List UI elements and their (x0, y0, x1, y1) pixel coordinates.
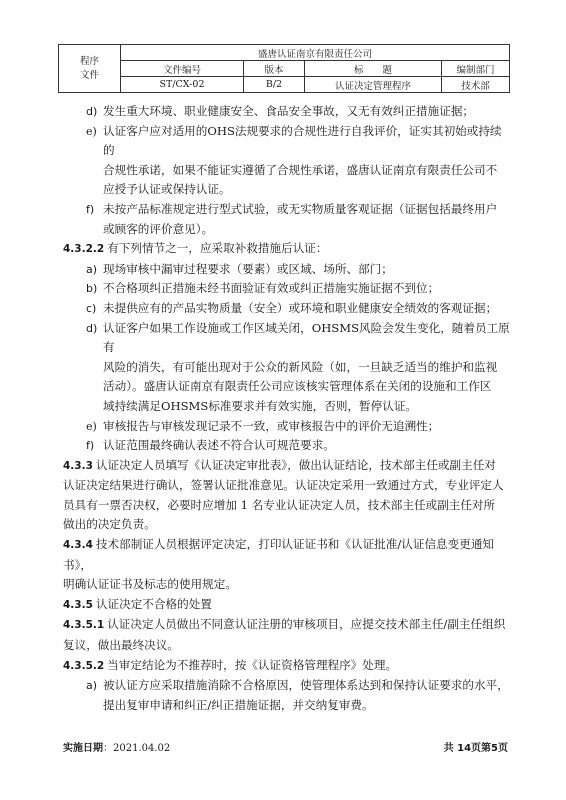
list-item-line (63, 436, 511, 456)
list-item-marker: e) (86, 124, 97, 138)
paragraph-text: 认证范围最终确认表述不符合认可规范要求。 (103, 438, 335, 453)
header-col-doc-number: 文件编号 (121, 61, 244, 77)
company-name: 盛唐认证南京有限责任公司 (121, 45, 510, 61)
department-value: 技术部 (442, 77, 510, 93)
paragraph-text: 认证决定结果进行确认，签署认证批准意见。认证决定采用一致通过方式，专业评定人 (63, 478, 504, 493)
section-paragraph-line (63, 656, 511, 677)
section-paragraph-line (63, 496, 511, 516)
paragraph-text: 明确认证证书及标志的使用规定。 (63, 577, 237, 592)
section-paragraph-line (63, 476, 511, 496)
paragraph-text: 活动）。盛唐认证南京有限责任公司应该核实管理体系在关闭的设施和工作区 (103, 379, 492, 394)
header-col-title: 标 题 (305, 61, 442, 77)
section-paragraph-line (63, 595, 511, 616)
version-value: B/2 (244, 77, 305, 93)
list-item-marker: d) (86, 321, 98, 335)
list-item-line (63, 260, 511, 280)
section-paragraph-line (63, 456, 511, 477)
doc-number-value: ST/CX-02 (121, 77, 244, 93)
list-item-marker: a) (86, 262, 98, 276)
list-item-line (63, 377, 511, 397)
list-item-marker: f) (86, 202, 95, 216)
list-item-line (63, 279, 511, 299)
list-item-line (63, 161, 511, 181)
paragraph-text: 应授予认证或保持认证。 (103, 182, 231, 197)
title-value: 认证决定管理程序 (305, 77, 442, 93)
section-paragraph-line (63, 615, 511, 636)
list-item-line (63, 102, 511, 122)
paragraph-text: 域持续满足OHSMS标准要求并有效实施，否则，暂停认证。 (103, 398, 418, 413)
paragraph-text: 认证客户应对适用的OHS法规要求的合规性进行自我评价，证实其初始或持续的 (103, 123, 502, 158)
paragraph-text: 未按产品标准规定进行型式试验，或无实物质量客观证据（证据包括最终用户 (103, 201, 498, 216)
effective-date (63, 739, 170, 754)
list-item-marker: a) (86, 679, 98, 693)
list-item-line (63, 358, 511, 378)
list-item-line (63, 200, 511, 220)
section-number: 4.3.4 (63, 539, 93, 552)
list-item-marker: c) (86, 301, 97, 315)
section-number: 4.3.5.2 (63, 659, 105, 672)
paragraph-text: 现场审核中漏审过程要求（要素）或区域、场所、部门； (103, 261, 393, 276)
list-item-marker: f) (86, 439, 95, 453)
section-paragraph-line (63, 575, 511, 595)
list-item-marker: e) (86, 419, 97, 433)
paragraph-text: 提出复审申请和纠正/纠正措施证据，并交纳复审费。 (103, 697, 374, 712)
paragraph-text: 技术部制证人员根据评定决定，打印认证证书和《认证批准/认证信息变更通知书》， (63, 537, 495, 572)
effective-date-label: 实施日期 (63, 743, 103, 754)
section-paragraph-line (63, 535, 511, 575)
section-paragraph-line (63, 636, 511, 656)
list-item-line (63, 696, 511, 716)
paragraph-text: 认证客户如果工作设施或工作区域关闭，OHSMS风险会发生变化，随着员工原有 (103, 320, 510, 355)
document-header-table (58, 44, 510, 93)
paragraph-text: 被认证方应采取措施消除不合格原因，使管理体系达到和保持认证要求的水平， (103, 678, 509, 693)
effective-date-value: ：2021.04.02 (103, 743, 171, 754)
paragraph-text: 认证决定不合格的处置 (95, 596, 212, 611)
page-number: 共 14页第5页 (443, 743, 508, 754)
header-col-version: 版本 (244, 61, 305, 77)
paragraph-text: 员具有一票否决权，必要时应增加 1 名专业认证决定人员，技术部主任或副主任对所 (63, 497, 496, 512)
list-item-line (63, 220, 511, 240)
paragraph-text: 合规性承诺，如果不能证实遵循了合规性承诺，盛唐认证南京有限责任公司不 (103, 162, 498, 177)
paragraph-text: 认证决定人员做出不同意认证注册的审核项目，应提交技术部主任/副主任组织 (107, 617, 506, 632)
list-item-line (63, 676, 511, 696)
list-item-line (63, 122, 511, 161)
list-item-marker: b) (86, 282, 98, 296)
paragraph-text: 有下列情节之一，应采取补救措施后认证： (107, 241, 328, 256)
list-item-line (63, 397, 511, 417)
paragraph-text: 未提供应有的产品实物质量（安全）或环境和职业健康安全绩效的客观证据； (103, 300, 498, 315)
paragraph-text: 认证决定人员填写《认证决定审批表》，做出认证结论，技术部主任或副主任对 (95, 457, 496, 472)
paragraph-text: 审核报告与审核发现记录不一致，或审核报告中的评价无追溯性； (103, 418, 440, 433)
section-number: 4.3.2.2 (63, 243, 105, 256)
paragraph-text: 发生重大环境、职业健康安全、食品安全事故，又无有效纠正措施证据； (103, 104, 475, 118)
paragraph-text: 不合格项纠正措施未经书面验证有效或纠正措施实施证据不到位； (103, 281, 440, 296)
list-item-marker: d) (86, 105, 98, 118)
section-paragraph-line (63, 515, 511, 535)
section-paragraph-line (63, 239, 511, 260)
section-number: 4.3.5.1 (63, 619, 105, 632)
paragraph-text: 或顾客的评价意见）。 (103, 221, 214, 236)
paragraph-text: 复议，做出最终决议。 (63, 638, 179, 653)
paragraph-text: 当审定结论为不推荐时，按《认证资格管理程序》处理。 (107, 657, 398, 672)
section-number: 4.3.5 (63, 598, 93, 611)
list-item-line (63, 417, 511, 437)
program-file-label: 程序 文件 (59, 45, 121, 93)
list-item-line (63, 299, 511, 319)
list-item-line (63, 319, 511, 358)
paragraph-text: 风险的消失，有可能出现对于公众的新风险（如，一旦缺乏适当的维护和监视 (103, 359, 498, 374)
list-item-line (63, 180, 511, 200)
section-number: 4.3.3 (63, 459, 93, 472)
paragraph-text: 做出的决定负责。 (63, 517, 156, 532)
document-body (63, 102, 511, 715)
header-col-department: 编制部门 (442, 61, 510, 77)
